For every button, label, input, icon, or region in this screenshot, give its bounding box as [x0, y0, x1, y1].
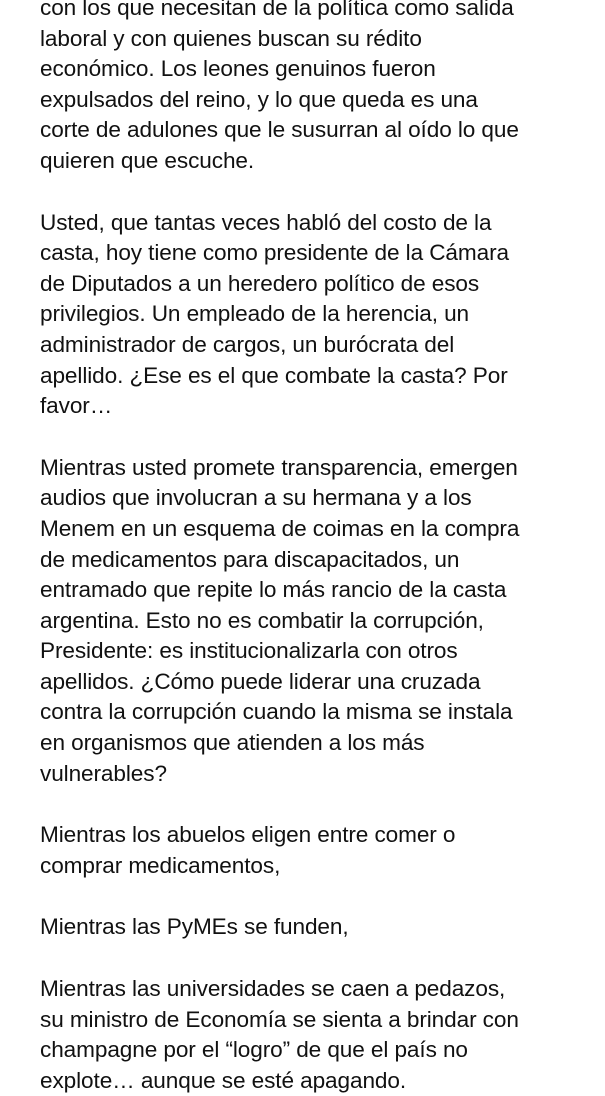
text-line: Mientras usted promete transparencia, emergen: [40, 454, 518, 480]
text-line: Menem en un esquema de coimas en la compra: [40, 515, 520, 541]
paragraph-gap: [40, 789, 596, 820]
paragraph-costo-de-la-casta: [40, 208, 596, 422]
text-line: vulnerables?: [40, 760, 167, 786]
text-line: expulsados del reino, y lo que queda es una: [40, 86, 478, 112]
text-line: explote… aunque se esté apagando.: [40, 1067, 407, 1093]
text-line: quieren que escuche.: [40, 147, 255, 173]
text-line: champagne por el “logro” de que el país no: [40, 1037, 468, 1063]
text-line: económico. Los leones genuinos fueron: [40, 56, 436, 82]
text-line: Presidente: es institucionalizarla con otros: [40, 638, 458, 664]
text-line: laboral y con quienes buscan su rédito: [40, 25, 422, 51]
text-line: Mientras las universidades se caen a pedazos,: [40, 976, 506, 1002]
paragraph-gap: [40, 422, 596, 453]
text-line: apellidos. ¿Cómo puede liderar una cruzada: [40, 668, 481, 694]
paragraph-transparencia-corrupcion: [40, 453, 596, 790]
text-line: contra la corrupción cuando la misma se instala: [40, 699, 513, 725]
document-body: [40, 0, 596, 1096]
text-line: casta, hoy tiene como presidente de la Cámara: [40, 240, 509, 266]
text-line: administrador de cargos, un burócrata del: [40, 331, 455, 357]
text-line: privilegios. Un empleado de la herencia, un: [40, 301, 470, 327]
text-line: apellido. ¿Ese es el que combate la casta? Por: [40, 362, 508, 388]
paragraph-politica-salida-laboral: [40, 0, 596, 177]
text-line: de Diputados a un heredero político de esos: [40, 270, 480, 296]
text-line: Mientras los abuelos eligen entre comer o: [40, 822, 456, 848]
text-line: con los que necesitan de la política como salida: [40, 0, 514, 20]
text-line: favor…: [40, 393, 113, 419]
text-line: Mientras las PyMEs se funden,: [40, 914, 349, 940]
text-line: entramado que repite lo más rancio de la casta: [40, 577, 507, 603]
text-line: de medicamentos para discapacitados, un: [40, 546, 460, 572]
paragraph-universidades: [40, 974, 596, 1096]
text-line: argentina. Esto no es combatir la corrupción,: [40, 607, 484, 633]
text-line: corte de adulones que le susurran al oído lo que: [40, 117, 519, 143]
text-line: su ministro de Economía se sienta a brindar con: [40, 1006, 519, 1032]
paragraph-gap: [40, 881, 596, 912]
text-line: Usted, que tantas veces habló del costo de la: [40, 209, 492, 235]
paragraph-abuelos: [40, 820, 596, 881]
text-line: en organismos que atienden a los más: [40, 730, 425, 756]
paragraph-gap: [40, 943, 596, 974]
paragraph-pymes: [40, 912, 596, 943]
text-line: audios que involucran a su hermana y a los: [40, 485, 472, 511]
paragraph-gap: [40, 177, 596, 208]
text-line: comprar medicamentos,: [40, 852, 281, 878]
